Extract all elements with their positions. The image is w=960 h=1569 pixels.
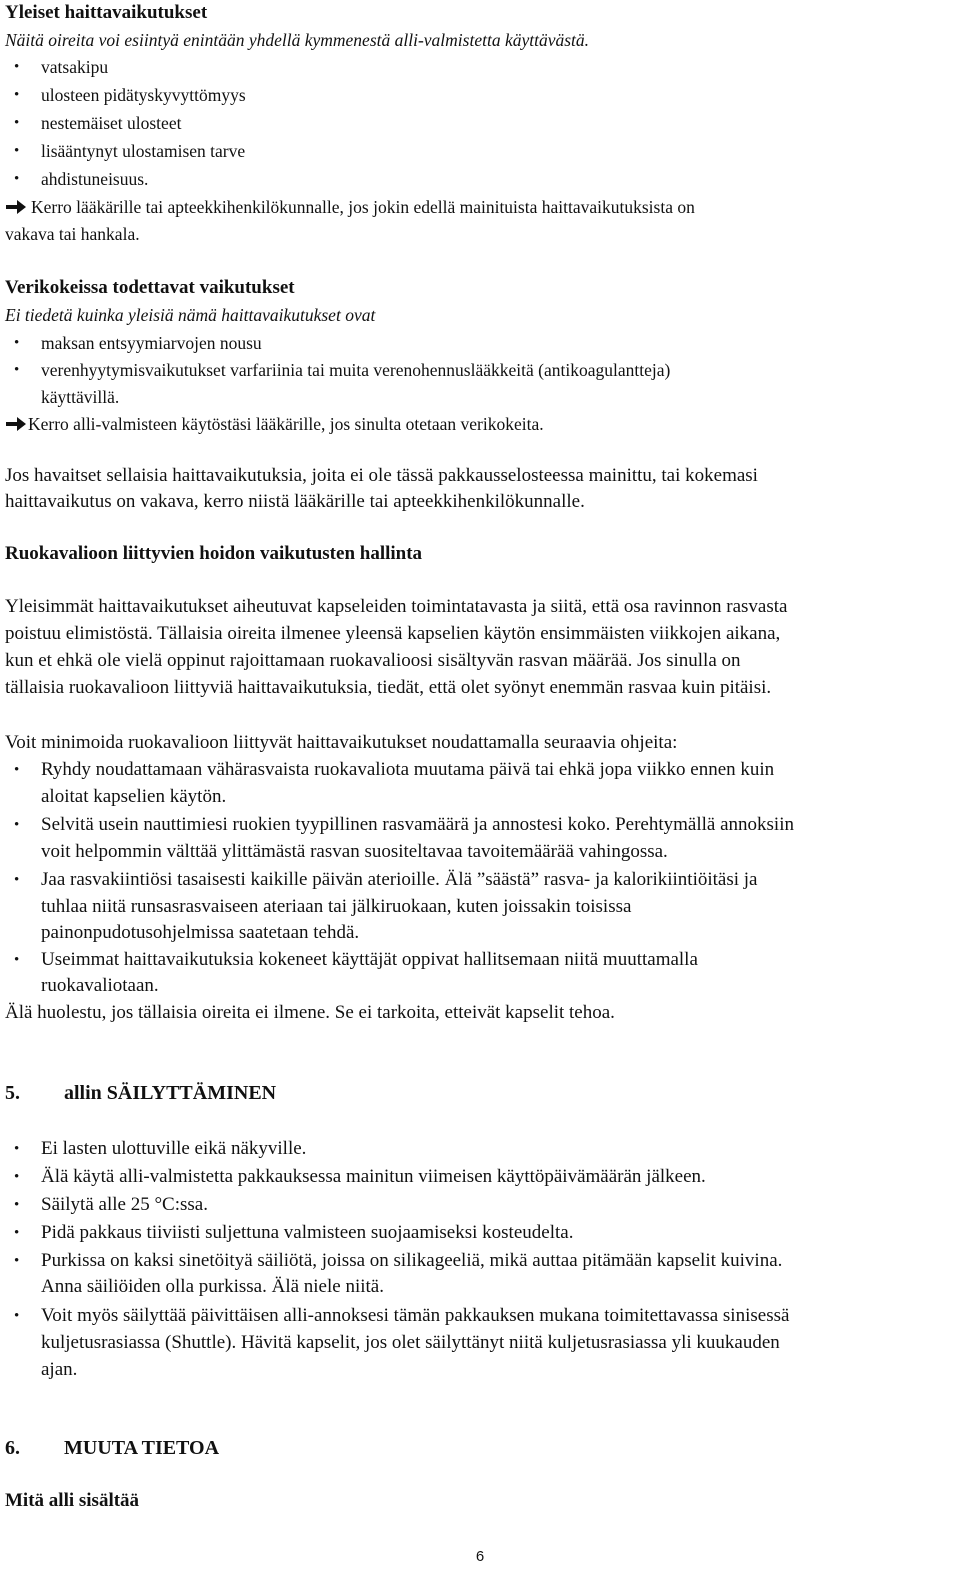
list-item: Ryhdy noudattamaan vähärasvaista ruokavaliota muutama päivä tai ehkä jopa viikko ennen kuin: [41, 759, 775, 780]
page-number: 6: [475, 1548, 485, 1565]
bullet: •: [14, 1169, 20, 1185]
bullet: •: [14, 952, 20, 968]
bullet: •: [14, 115, 20, 131]
bullet: •: [14, 1197, 20, 1213]
list-item-continuation: kuljetusrasiassa (Shuttle). Hävitä kapselit, jos olet säilyttänyt niitä kuljetusrasiassa yli kuukauden: [41, 1332, 780, 1353]
diet-paragraph-line: Yleisimmät haittavaikutukset aiheutuvat kapseleiden toimintatavasta ja siitä, että osa ravinnon rasvasta: [5, 596, 788, 617]
diet-paragraph-line: kun et ehkä ole vielä oppinut rajoittamaan ruokavalioosi sisältyvän rasvan määrää. Jos sinulla on: [5, 650, 741, 671]
common-advice-line: [5, 194, 695, 220]
heading-common-side-effects: Yleiset haittavaikutukset: [5, 2, 208, 23]
heading-diet: Ruokavalioon liittyvien hoidon vaikutusten hallinta: [5, 543, 423, 564]
list-item: Säilytä alle 25 °C:ssa.: [41, 1194, 208, 1215]
list-item: lisääntynyt ulostamisen tarve: [41, 141, 246, 161]
blood-advice-line: [5, 411, 544, 437]
list-item: ulosteen pidätyskyvyttömyys: [41, 85, 246, 105]
list-item-continuation: käyttävillä.: [41, 387, 120, 407]
list-item-continuation: tuhlaa niitä runsasrasvaiseen ateriaan tai jälkiruokaan, kuten joissakin toisissa: [41, 896, 632, 917]
heading-blood-test-effects: Verikokeissa todettavat vaikutukset: [5, 277, 295, 298]
diet-paragraph-line: tällaisia ruokavalioon liittyviä haittavaikutuksia, tiedät, että olet syönyt enemmän rasvaa kuin pitäisi.: [5, 677, 772, 698]
diet-closing: Älä huolestu, jos tällaisia oireita ei ilmene. Se ei tarkoita, etteivät kapselit tehoa.: [5, 1002, 615, 1023]
common-advice-text: Kerro lääkärille tai apteekkihenkilökunnalle, jos jokin edellä mainituista haittavaikutuksista on: [31, 197, 695, 217]
list-item: verenhyytymisvaikutukset varfariinia tai muita verenohennuslääkkeitä (antikoagulantteja): [41, 360, 671, 380]
list-item: ahdistuneisuus.: [41, 169, 149, 189]
bullet: •: [14, 335, 20, 351]
bullet: •: [14, 872, 20, 888]
list-item-continuation: aloitat kapselien käytön.: [41, 786, 227, 807]
common-intro: Näitä oireita voi esiintyä enintään yhdellä kymmenestä alli-valmistetta käyttävästä.: [5, 30, 590, 50]
bullet: •: [14, 817, 20, 833]
diet-tips-intro: Voit minimoida ruokavalioon liittyvät haittavaikutukset noudattamalla seuraavia ohjeita:: [5, 732, 678, 753]
list-item: Jaa rasvakiintiösi tasaisesti kaikille päivän aterioille. Älä ”säästä” rasva- ja kalorikiintiöitäsi ja: [41, 869, 758, 890]
blood-intro: Ei tiedetä kuinka yleisiä nämä haittavaikutukset ovat: [5, 305, 376, 325]
bullet: •: [14, 1253, 20, 1269]
list-item: maksan entsyymiarvojen nousu: [41, 333, 262, 353]
list-item-continuation: ajan.: [41, 1359, 78, 1380]
bullet: •: [14, 87, 20, 103]
list-item: nestemäiset ulosteet: [41, 113, 182, 133]
bullet: •: [14, 171, 20, 187]
heading-other-info: MUUTA TIETOA: [64, 1437, 220, 1459]
bullet: •: [14, 762, 20, 778]
list-item: Selvitä usein nauttimiesi ruokien tyypillinen rasvamäärä ja annostesi koko. Perehtymällä annoksiin: [41, 814, 794, 835]
list-item-continuation: Anna säiliöiden olla purkissa. Älä niele niitä.: [41, 1276, 384, 1297]
heading-storage: allin SÄILYTTÄMINEN: [64, 1082, 277, 1104]
subheading-contents: Mitä alli sisältää: [5, 1490, 140, 1511]
bullet: •: [14, 362, 20, 378]
bullet: •: [14, 1141, 20, 1157]
list-item: Älä käytä alli-valmistetta pakkauksessa mainitun viimeisen käyttöpäivämäärän jälkeen.: [41, 1166, 706, 1187]
list-item: Pidä pakkaus tiiviisti suljettuna valmisteen suojaamiseksi kosteudelta.: [41, 1222, 574, 1243]
list-item-continuation: painonpudotusohjelmissa saatetaan tehdä.: [41, 922, 360, 943]
bullet: •: [14, 59, 20, 75]
common-advice-line-2: vakava tai hankala.: [5, 224, 140, 244]
right-arrow-icon: [5, 416, 27, 432]
bullet: •: [14, 1225, 20, 1241]
section-6-number: 6.: [5, 1437, 20, 1459]
blood-advice-text: Kerro alli-valmisteen käytöstäsi lääkärille, jos sinulta otetaan verikokeita.: [28, 414, 544, 434]
right-arrow-icon: [5, 199, 27, 215]
bullet: •: [14, 1308, 20, 1324]
list-item: Ei lasten ulottuville eikä näkyville.: [41, 1138, 307, 1159]
bullet: •: [14, 143, 20, 159]
list-item: Voit myös säilyttää päivittäisen alli-annoksesi tämän pakkauksen mukana toimitettavassa sinisessä: [41, 1305, 790, 1326]
list-item: vatsakipu: [41, 57, 109, 77]
list-item: Useimmat haittavaikutuksia kokeneet käyttäjät oppivat hallitsemaan niitä muuttamalla: [41, 949, 698, 970]
list-item-continuation: ruokavaliotaan.: [41, 975, 159, 996]
diet-paragraph-line: poistuu elimistöstä. Tällaisia oireita ilmenee yleensä kapselien käytön ensimmäisten viikkojen aikana,: [5, 623, 781, 644]
report-line: haittavaikutus on vakava, kerro niistä lääkärille tai apteekkihenkilökunnalle.: [5, 491, 585, 512]
report-line: Jos havaitset sellaisia haittavaikutuksia, joita ei ole tässä pakkausselosteessa mainittu, tai kokemasi: [5, 465, 758, 486]
list-item-continuation: voit helpommin välttää ylittämästä rasvan suositeltavaa tavoitemäärää vahingossa.: [41, 841, 668, 862]
list-item: Purkissa on kaksi sinetöityä säiliötä, joissa on silikageeliä, mikä auttaa pitämään kapselit kuivina.: [41, 1250, 783, 1271]
section-5-number: 5.: [5, 1082, 20, 1104]
